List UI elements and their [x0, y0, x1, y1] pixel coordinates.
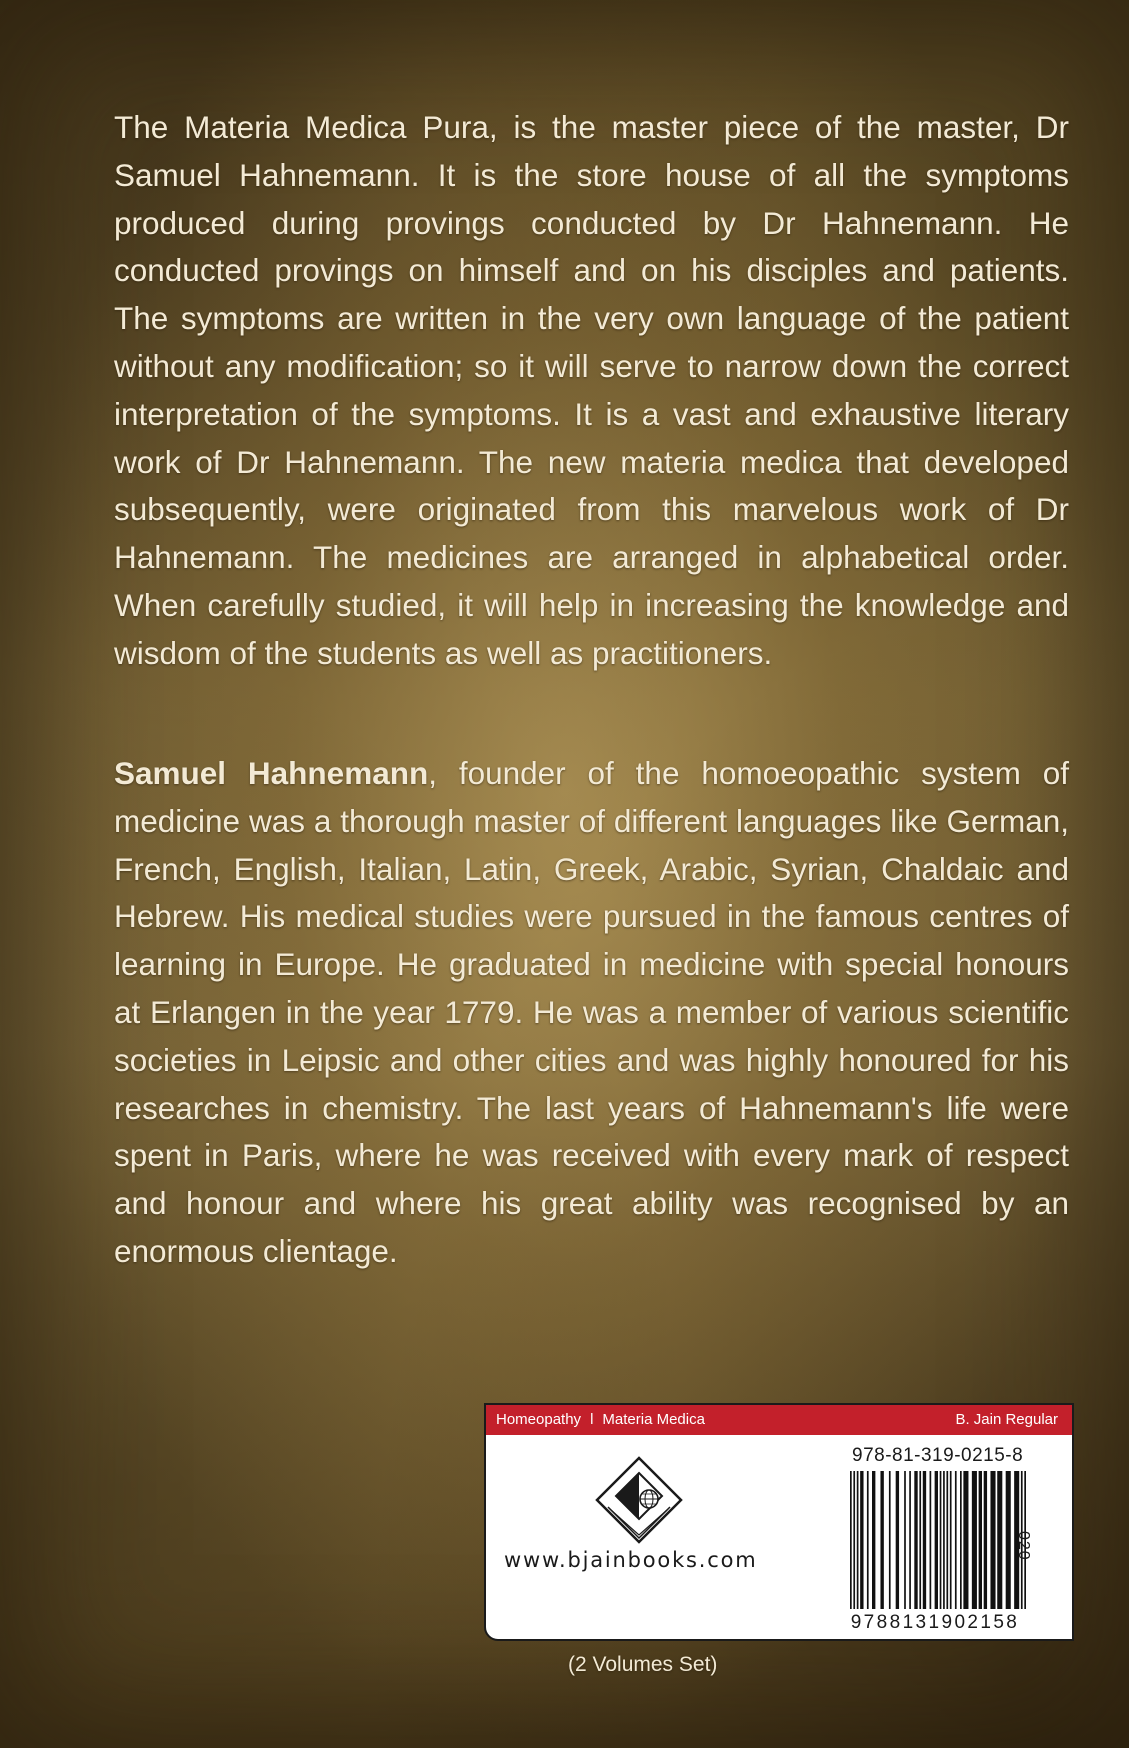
barcode-bar	[914, 1471, 917, 1609]
price-code: 020	[1015, 1531, 1032, 1561]
category-primary: Homeopathy	[496, 1411, 582, 1428]
category-strip	[486, 1405, 1072, 1435]
edition-label: B. Jain Regular	[955, 1411, 1058, 1428]
barcode-bar	[904, 1471, 906, 1609]
barcode-bar	[930, 1471, 932, 1609]
barcode-bar	[880, 1471, 883, 1609]
book-description-paragraph: The Materia Medica Pura, is the master piece of the master, Dr Samuel Hahnemann. It is the store house of all the symptoms produced during provings conducted by Dr Hahnemann. He conducted provings on himself and on his disciples and patients. The symptoms are written in the very own language of the patient without any modification; so it will serve to narrow down the correct interpretation of the symptoms. It is a vast and exhaustive literary work of Dr Hahnemann. The new materia medica that developed subsequently, were originated from this marvelous work of Dr Hahnemann. The medicines are arranged in alphabetical order. When carefully studied, it will help in increasing the knowledge and wisdom of the students as well as practitioners.	[114, 109, 1069, 671]
barcode-bar	[889, 1471, 891, 1609]
author-name: Samuel Hahnemann	[114, 755, 429, 791]
barcode-bar	[935, 1471, 938, 1609]
barcode-bar	[860, 1471, 863, 1609]
barcode-bar	[872, 1471, 875, 1609]
barcode-bar	[943, 1471, 945, 1609]
isbn-barcode-panel	[484, 1403, 1074, 1641]
barcode-bar	[923, 1471, 926, 1609]
barcode-digits: 9788131902158	[850, 1612, 1020, 1633]
barcode-bar	[1006, 1471, 1011, 1609]
barcode-bar	[853, 1471, 855, 1609]
barcode-bar	[984, 1471, 987, 1609]
barcode-icon	[848, 1471, 1028, 1609]
volumes-set-note: (2 Volumes Set)	[568, 1653, 718, 1676]
category-labels	[496, 1405, 705, 1435]
barcode-bar	[960, 1471, 962, 1609]
isbn-number: 978-81-319-0215-8	[852, 1445, 1024, 1466]
barcode-bar	[997, 1471, 1002, 1609]
category-separator: l	[590, 1411, 594, 1428]
barcode-bar	[990, 1471, 995, 1609]
barcode-bar	[946, 1471, 948, 1609]
category-secondary: Materia Medica	[602, 1411, 705, 1428]
publisher-website: www.bjainbooks.com	[504, 1548, 758, 1572]
barcode-bar	[972, 1471, 977, 1609]
bjain-books-logo-icon	[594, 1455, 684, 1545]
barcode-bar	[979, 1471, 982, 1609]
barcode-bar	[850, 1471, 852, 1609]
barcode-bar	[867, 1471, 869, 1609]
barcode-bar	[955, 1471, 957, 1609]
author-bio-paragraph	[114, 750, 1069, 1276]
barcode-bar	[963, 1471, 968, 1609]
barcode-bar	[909, 1471, 911, 1609]
barcode-bar	[919, 1471, 921, 1609]
author-bio-text: , founder of the homoeopathic system of medicine was a thorough master of different languages like German, French, English, Italian, Latin, Greek, Arabic, Syrian, Chaldaic and Hebrew. His medical studies were pursued in the famous centres of learning in Europe. He graduated in medicine with special honours at Erlangen in the year 1779. He was a member of various scientific societies in Leipsic and other cities and was highly honoured for his researches in chemistry. The last years of Hahnemann's life were spent in Paris, where he was received with every mark of respect and honour and where his great ability was recognised by an enormous clientage.	[114, 755, 1069, 1269]
barcode-bar	[896, 1471, 899, 1609]
barcode-bar	[940, 1471, 942, 1609]
barcode-bar	[857, 1471, 859, 1609]
barcode-bar	[950, 1471, 952, 1609]
